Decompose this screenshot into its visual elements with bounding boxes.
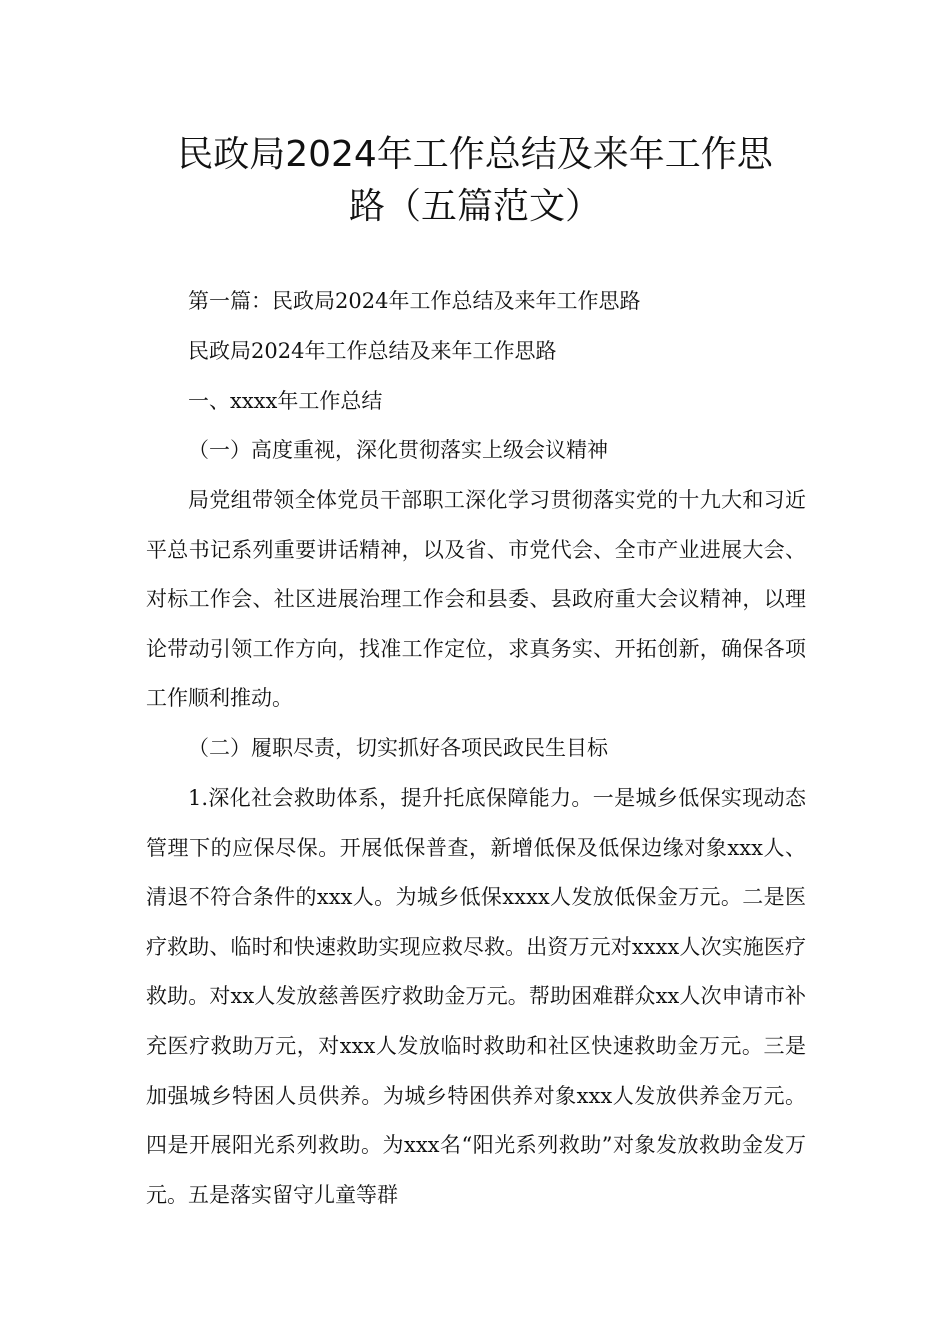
subsection-heading-1: （一）高度重视，深化贯彻落实上级会议精神 <box>188 438 608 462</box>
section-title: 民政局2024年工作总结及来年工作思路 <box>188 339 557 363</box>
body-paragraph-1: 局党组带领全体党员干部职工深化学习贯彻落实党的十九大和习近平总书记系列重要讲话精神，以及省、市党代会、全市产业进展大会、对标工作会、社区进展治理工作会和县委、县政府重大会议精神，以理论带动引领工作方向，找准工作定位，求真务实、开拓创新，确保各项工作顺利推动。 <box>146 488 806 711</box>
document-title-line-2: 路（五篇范文） <box>348 186 601 227</box>
section-heading-1: 一、xxxx年工作总结 <box>188 389 383 413</box>
body-paragraph-2: 1.深化社会救助体系，提升托底保障能力。一是城乡低保实现动态管理下的应保尽保。开展低保普查，新增低保及低保边缘对象xxx人、清退不符合条件的xxx人。为城乡低保xxxx人发放低保金万元。二是医疗救助、临时和快速救助实现应救尽救。出资万元对xxxx人次实施医疗救助。对xx人发放慈善医疗救助金万元。帮助困难群众xx人次申请市补充医疗救助万元，对xxx人发放临时救助和社区快速救助金万元。三是加强城乡特困人员供养。为城乡特困供养对象xxx人发放供养金万元。四是开展阳光系列救助。为xxx名“阳光系列救助”对象发放救助金发万元。五是落实留守儿童等群 <box>146 786 806 1207</box>
subsection-heading-2: （二）履职尽责，切实抓好各项民政民生目标 <box>188 736 608 760</box>
part-heading: 第一篇：民政局2024年工作总结及来年工作思路 <box>188 289 641 313</box>
document-title-line-1: 民政局2024年工作总结及来年工作思 <box>177 134 773 175</box>
